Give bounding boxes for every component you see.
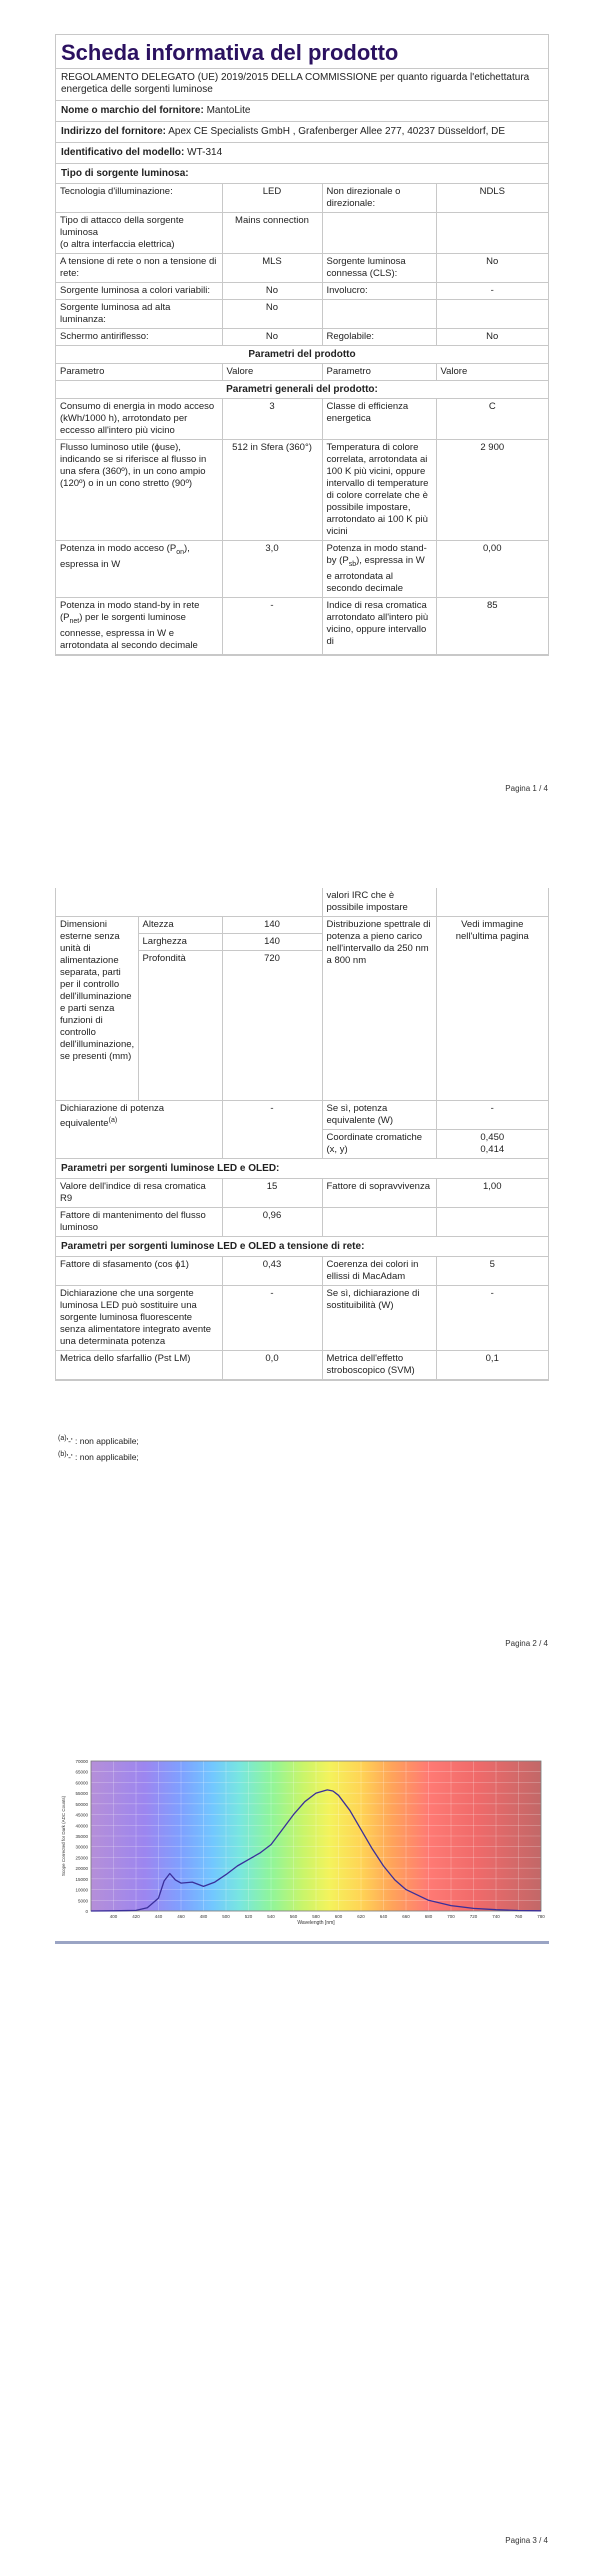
- param-value: 0,1: [436, 1351, 548, 1380]
- x-tick-label: 400: [109, 1914, 118, 1919]
- param-value: No: [222, 329, 322, 346]
- param-label: Temperatura di colore correlata, arrotondata ai 100 K più vicini, oppure intervallo di temperature di colore correlate che è possibile impostare, arrotondato ai 100 K più vicini: [322, 440, 436, 541]
- spd-label: Distribuzione spettrale di potenza a pieno carico nell'intervallo da 250 nm a 800 nm: [322, 917, 436, 1101]
- source-type-row: [56, 184, 548, 213]
- y-tick-label: 10000: [75, 1887, 88, 1893]
- dim-name: Profondità: [138, 951, 222, 1101]
- general-param-row: [56, 440, 548, 541]
- param-value: [436, 1208, 548, 1237]
- spectrum-svg: [55, 1753, 549, 1933]
- params-column-headers: [56, 364, 548, 381]
- dim-value: 140: [222, 917, 322, 934]
- dim-value: 140: [222, 934, 322, 951]
- param-label: Coerenza dei colori in ellissi di MacAdam: [322, 1257, 436, 1286]
- led-params-heading: Parametri per sorgenti luminose LED e OLED:: [56, 1159, 548, 1179]
- param-label: Consumo di energia in modo acceso (kWh/1000 h), arrotondato per eccesso all'intero più vicino: [56, 399, 222, 440]
- param-label: [322, 300, 436, 329]
- param-value: 1,00: [436, 1179, 548, 1208]
- y-tick-label: 40000: [75, 1823, 88, 1829]
- source-type-row: [56, 329, 548, 346]
- page-title: Scheda informativa del prodotto: [56, 35, 548, 69]
- y-tick-label: 45000: [75, 1812, 88, 1818]
- param-label: Potenza in modo stand-by in rete $(P_{net})$ per le sorgenti luminose connesse, espressa in W e arrotondata al secondo decimale: [56, 597, 222, 654]
- param-label: Fattore di sopravvivenza: [322, 1179, 436, 1208]
- col-value-header: Valore: [222, 364, 322, 381]
- page-footer: Pagina 3 / 4: [505, 2536, 548, 2545]
- product-info-sheet: [55, 34, 549, 656]
- dim-value: 720: [222, 951, 322, 1101]
- x-tick-label: 500: [222, 1914, 230, 1919]
- param-value: No: [222, 300, 322, 329]
- param-value: No: [436, 329, 548, 346]
- model-id: WT-314: [187, 147, 223, 158]
- x-tick-label: 620: [357, 1914, 365, 1919]
- y-tick-label: 70000: [75, 1759, 88, 1764]
- col-param-header: Parametro: [322, 364, 436, 381]
- product-info-sheet-cont: [55, 888, 549, 1381]
- param-value: 0,43: [222, 1257, 322, 1286]
- footnote-b: $^{(b)}$'-' : non applicabile;: [58, 1451, 139, 1462]
- dim-name: Larghezza: [138, 934, 222, 951]
- param-value: 0,96: [222, 1208, 322, 1237]
- general-param-row: [56, 399, 548, 440]
- supplier-address-label: Indirizzo del fornitore:: [61, 126, 166, 137]
- param-label: Potenza in modo stand-by $(P_{sb})$, espressa in W e arrotondata al secondo decimale: [322, 541, 436, 598]
- model-row: [56, 143, 548, 164]
- dims-label: Dimensioni esterne senza unità di alimentazione separata, parti per il controllo dell'illuminazione e parti senza funzioni di controllo dell'illuminazione, se presenti (mm): [56, 917, 138, 1101]
- param-value: No: [436, 254, 548, 283]
- y-tick-label: 20000: [75, 1866, 88, 1872]
- x-tick-label: 540: [267, 1914, 275, 1919]
- x-tick-label: 700: [447, 1914, 455, 1919]
- x-tick-label: 420: [132, 1914, 140, 1919]
- y-tick-label: 5000: [77, 1898, 88, 1904]
- page-3: [0, 1663, 603, 2560]
- supplier-address: Apex CE Specialists GmbH , Grafenberger Allee 277, 40237 Düsseldorf, DE: [168, 126, 506, 137]
- cri-continued: valori IRC che è possibile impostare: [322, 888, 436, 917]
- x-tick-label: 480: [199, 1914, 208, 1919]
- param-label: Schermo antiriflesso:: [56, 329, 222, 346]
- x-tick-label: 600: [334, 1914, 343, 1919]
- param-label: Sorgente luminosa a colori variabili:: [56, 283, 222, 300]
- param-value: [436, 213, 548, 254]
- param-label: Classe di efficienza energetica: [322, 399, 436, 440]
- x-tick-label: 520: [244, 1914, 253, 1919]
- general-param-row: [56, 541, 548, 598]
- param-label: A tensione di rete o non a tensione di rete:: [56, 254, 222, 283]
- source-type-row: [56, 300, 548, 329]
- power-w-label: Se sì, potenza equivalente (W): [322, 1101, 436, 1130]
- source-type-row: [56, 254, 548, 283]
- param-label: Non direzionale o direzionale:: [322, 184, 436, 213]
- param-value: 3: [222, 399, 322, 440]
- y-tick-label: 55000: [75, 1791, 88, 1797]
- param-value: LED: [222, 184, 322, 213]
- param-value: 3,0: [222, 541, 322, 598]
- supplier-name-row: [56, 101, 548, 122]
- y-tick-label: 15000: [75, 1876, 88, 1882]
- power-decl-label: Dichiarazione di potenza equivalente$^{(a)}$: [56, 1101, 222, 1159]
- spd-value: Vedi immagine nell'ultima pagina: [436, 917, 548, 1101]
- param-label: Regolabile:: [322, 329, 436, 346]
- y-tick-label: 65000: [75, 1769, 88, 1775]
- chart-baseline-bar: [55, 1941, 549, 1944]
- y-tick-label: 50000: [75, 1801, 88, 1807]
- dims-table: [56, 888, 548, 1159]
- param-label: Indice di resa cromatica arrotondato all'intero più vicino, oppure intervallo di: [322, 597, 436, 654]
- mains-param-row: [56, 1286, 548, 1351]
- power-w-value: -: [436, 1101, 548, 1130]
- x-tick-label: 780: [537, 1914, 545, 1919]
- y-tick-label: 30000: [75, 1844, 88, 1850]
- mains-param-row: [56, 1257, 548, 1286]
- led-param-row: [56, 1179, 548, 1208]
- note-a-marker: (a): [108, 1117, 118, 1124]
- page-2: [0, 808, 603, 1663]
- regulation-subtitle: REGOLAMENTO DELEGATO (UE) 2019/2015 DELLA COMMISSIONE per quanto riguarda l'etichettatura energetica delle sorgenti luminose: [56, 69, 548, 101]
- param-value: 0,00: [436, 541, 548, 598]
- param-label: Fattore di mantenimento del flusso luminoso: [56, 1208, 222, 1237]
- mains-params-table: [56, 1257, 548, 1380]
- page-footer: Pagina 2 / 4: [505, 1639, 548, 1648]
- x-tick-label: 680: [424, 1914, 433, 1919]
- param-value: 512 in Sfera (360°): [222, 440, 322, 541]
- param-label: Valore dell'indice di resa cromatica R9: [56, 1179, 222, 1208]
- supplier-name: MantoLite: [206, 105, 251, 116]
- param-label: Metrica dello sfarfallio (Pst LM): [56, 1351, 222, 1380]
- general-params-table: [56, 399, 548, 655]
- param-value: No: [222, 283, 322, 300]
- supplier-address-row: [56, 122, 548, 143]
- x-tick-label: 660: [402, 1914, 410, 1919]
- param-value: -: [222, 597, 322, 654]
- param-value: 15: [222, 1179, 322, 1208]
- param-label: Dichiarazione che una sorgente luminosa LED può sostituire una sorgente luminosa fluorescente senza alimentatore integrato avente una determinata potenza: [56, 1286, 222, 1351]
- general-params-heading: Parametri generali del prodotto:: [56, 381, 548, 399]
- dim-name: Altezza: [138, 917, 222, 934]
- param-label: Involucro:: [322, 283, 436, 300]
- model-label: Identificativo del modello:: [61, 147, 185, 158]
- x-tick-label: 640: [379, 1914, 388, 1919]
- param-label: Potenza in modo acceso $(P_{on})$, espressa in W: [56, 541, 222, 598]
- x-tick-label: 580: [312, 1914, 320, 1919]
- y-axis-label: Scope Corrected for Dark (ADC Counts): [61, 1795, 66, 1877]
- chroma-values: 0,450 0,414: [436, 1130, 548, 1159]
- param-value: -: [222, 1286, 322, 1351]
- param-label: Sorgente luminosa ad alta luminanza:: [56, 300, 222, 329]
- param-value: -: [436, 283, 548, 300]
- supplier-name-label: Nome o marchio del fornitore:: [61, 105, 204, 116]
- param-value: C: [436, 399, 548, 440]
- mains-param-row: [56, 1351, 548, 1380]
- footnote-a: $^{(a)}$'-' : non applicabile;: [58, 1435, 139, 1446]
- source-type-row: [56, 283, 548, 300]
- param-label: Sorgente luminosa connessa (CLS):: [322, 254, 436, 283]
- y-tick-label: 25000: [75, 1855, 88, 1861]
- param-value: 5: [436, 1257, 548, 1286]
- param-value: 85: [436, 597, 548, 654]
- y-tick-label: 0: [85, 1909, 88, 1914]
- param-value: MLS: [222, 254, 322, 283]
- x-tick-label: 760: [514, 1914, 523, 1919]
- source-type-table: [56, 184, 548, 346]
- param-label: Fattore di sfasamento (cos ϕ1): [56, 1257, 222, 1286]
- led-params-table: [56, 1179, 548, 1237]
- param-value: 0,0: [222, 1351, 322, 1380]
- x-tick-label: 720: [469, 1914, 478, 1919]
- page-footer: Pagina 1 / 4: [505, 784, 548, 793]
- param-value: -: [436, 1286, 548, 1351]
- param-label: Se sì, dichiarazione di sostituibilità (W): [322, 1286, 436, 1351]
- source-type-row: [56, 213, 548, 254]
- param-label: [322, 213, 436, 254]
- x-axis-label: Wavelength [nm]: [297, 1920, 335, 1926]
- led-param-row: [56, 1208, 548, 1237]
- y-tick-label: 60000: [75, 1780, 88, 1786]
- spectral-chart: [55, 1753, 549, 1933]
- param-label: [322, 1208, 436, 1237]
- mains-params-heading: Parametri per sorgenti luminose LED e OLED a tensione di rete:: [56, 1237, 548, 1257]
- chroma-label: Coordinate cromatiche (x, y): [322, 1130, 436, 1159]
- col-param-header: Parametro: [56, 364, 222, 381]
- param-label: Flusso luminoso utile (ϕuse), indicando se si riferisce al flusso in una sfera (360º), in un cono ampio (120º) o in un cono stretto (90º): [56, 440, 222, 541]
- x-tick-label: 460: [177, 1914, 185, 1919]
- page-1: [0, 0, 603, 808]
- param-value: 2 900: [436, 440, 548, 541]
- x-tick-label: 740: [492, 1914, 500, 1919]
- source-type-heading: Tipo di sorgente luminosa:: [56, 164, 548, 184]
- x-tick-label: 440: [154, 1914, 163, 1919]
- col-value-header: Valore: [436, 364, 548, 381]
- param-value: [436, 300, 548, 329]
- param-label: Tipo di attacco della sorgente luminosa (o altra interfaccia elettrica): [56, 213, 222, 254]
- y-tick-label: 35000: [75, 1834, 88, 1839]
- param-label: Tecnologia d'illuminazione:: [56, 184, 222, 213]
- general-param-row: [56, 597, 548, 654]
- power-decl-value: -: [222, 1101, 322, 1159]
- param-label: Metrica dell'effetto stroboscopico (SVM): [322, 1351, 436, 1380]
- param-value: NDLS: [436, 184, 548, 213]
- x-tick-label: 560: [289, 1914, 298, 1919]
- product-params-heading: Parametri del prodotto: [56, 346, 548, 364]
- param-value: Mains connection: [222, 213, 322, 254]
